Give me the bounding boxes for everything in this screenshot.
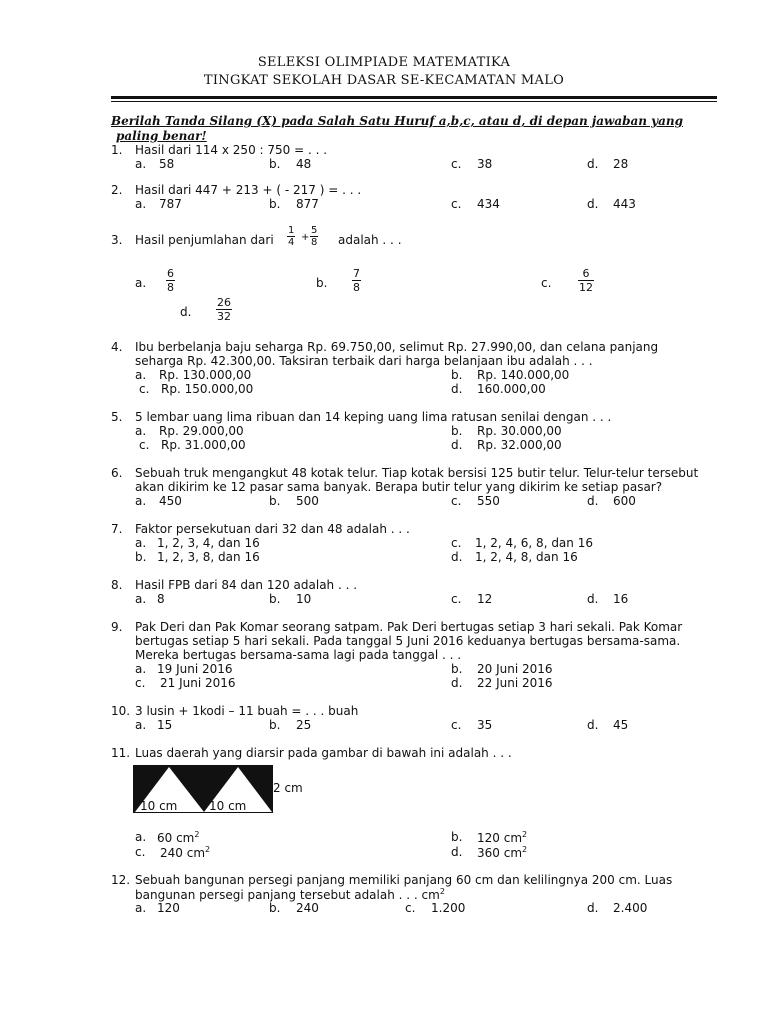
- option-letter: b.: [269, 718, 281, 732]
- unit-exponent: 2: [194, 830, 200, 839]
- fraction-numerator: 5: [311, 225, 318, 236]
- option-b[interactable]: 877: [296, 197, 319, 211]
- option-d[interactable]: 1, 2, 4, 8, dan 16: [475, 550, 578, 564]
- option-letter: d.: [587, 494, 599, 508]
- question-text-line1: Sebuah truk mengangkut 48 kotak telur. Tiap kotak bersisi 125 butir telur. Telur-telur tersebut: [135, 466, 699, 480]
- option-letter: a.: [135, 662, 147, 676]
- option-letter: c.: [135, 676, 146, 690]
- option-letter: c.: [139, 382, 150, 396]
- option-letter: a.: [135, 197, 147, 211]
- question-number: 5.: [111, 410, 123, 424]
- question-text-line2: [135, 887, 445, 902]
- question-text: Hasil dari 114 x 250 : 750 = . . .: [135, 143, 328, 157]
- question-text-line1: Ibu berbelanja baju seharga Rp. 69.750,00, selimut Rp. 27.990,00, dan celana panjang: [135, 340, 659, 354]
- unit-exponent: 2: [522, 830, 528, 839]
- question-text-line2: akan dikirim ke 12 pasar sama banyak. Berapa butir telur yang dikirim ke setiap pasar?: [135, 480, 663, 494]
- option-c[interactable]: 38: [477, 157, 493, 171]
- plus-sign: +: [301, 232, 310, 243]
- option-letter: b.: [269, 901, 281, 915]
- option-a[interactable]: 1, 2, 3, 4, dan 16: [157, 536, 260, 550]
- option-letter: a.: [135, 424, 147, 438]
- question-text-line1: Sebuah bangunan persegi panjang memiliki panjang 60 cm dan kelilingnya 200 cm. Luas: [135, 873, 673, 887]
- fraction-one-quarter: [287, 225, 295, 248]
- fraction-denominator: 8: [353, 281, 360, 294]
- option-letter: a.: [135, 901, 147, 915]
- header-rule-thin: [111, 101, 717, 102]
- option-c[interactable]: Rp. 31.000,00: [161, 438, 246, 452]
- option-letter: b.: [451, 662, 463, 676]
- option-letter: d.: [587, 592, 599, 606]
- option-letter: c.: [405, 901, 416, 915]
- question-number: 8.: [111, 578, 123, 592]
- fraction-numerator: 6: [167, 267, 174, 280]
- option-letter: c.: [451, 592, 462, 606]
- option-letter: d.: [451, 550, 463, 564]
- option-letter: a.: [135, 368, 147, 382]
- option-letter: b.: [135, 550, 147, 564]
- option-d[interactable]: 443: [613, 197, 636, 211]
- option-b[interactable]: Rp. 140.000,00: [477, 368, 570, 382]
- question-suffix: adalah . . .: [338, 233, 402, 247]
- option-c[interactable]: 21 Juni 2016: [160, 676, 236, 690]
- fraction-numerator: 6: [582, 267, 590, 280]
- option-b[interactable]: 25: [296, 718, 312, 732]
- option-letter: d.: [587, 197, 599, 211]
- option-letter: b.: [451, 424, 463, 438]
- option-letter: a.: [135, 494, 147, 508]
- option-a[interactable]: Rp. 29.000,00: [159, 424, 244, 438]
- option-letter: c.: [541, 276, 552, 290]
- option-letter: b.: [316, 276, 328, 290]
- question-text-line2: seharga Rp. 42.300,00. Taksiran terbaik dari harga belanjaan ibu adalah . . .: [135, 354, 593, 368]
- option-letter: b.: [269, 494, 281, 508]
- header-rule-thick: [111, 96, 717, 99]
- question-text: Luas daerah yang diarsir pada gambar di bawah ini adalah . . .: [135, 746, 512, 760]
- option-letter: d.: [451, 438, 463, 452]
- question-text-line3: Mereka bertugas bersama-sama lagi pada tanggal . . .: [135, 648, 462, 662]
- option-letter: d.: [451, 382, 463, 396]
- option-letter: a.: [135, 276, 147, 290]
- option-c[interactable]: 12: [477, 592, 493, 606]
- option-d[interactable]: 600: [613, 494, 636, 508]
- option-a[interactable]: 450: [159, 494, 182, 508]
- option-d[interactable]: 22 Juni 2016: [477, 676, 553, 690]
- question-text-line2: bertugas setiap 5 hari sekali. Pada tanggal 5 Juni 2016 keduanya bertugas bersama-sama.: [135, 634, 681, 648]
- option-value: 360 cm: [477, 846, 523, 860]
- question-number: 1.: [111, 143, 123, 157]
- option-b[interactable]: [352, 267, 361, 294]
- unit-exponent: 2: [205, 845, 211, 854]
- option-b[interactable]: [477, 830, 527, 845]
- option-a[interactable]: 19 Juni 2016: [157, 662, 233, 676]
- fraction-denominator: 4: [288, 237, 295, 248]
- question-text: Hasil penjumlahan dari: [135, 233, 274, 247]
- option-letter: c.: [139, 438, 150, 452]
- exam-subtitle: TINGKAT SEKOLAH DASAR SE-KECAMATAN MALO: [203, 73, 565, 88]
- option-value: 120 cm: [477, 831, 523, 845]
- option-letter: a.: [135, 536, 147, 550]
- question-number: 6.: [111, 466, 123, 480]
- option-d[interactable]: 160.000,00: [477, 382, 546, 396]
- fraction-numerator: 1: [288, 225, 295, 236]
- option-letter: c.: [451, 157, 462, 171]
- instruction-line1: Berilah Tanda Silang (X) pada Salah Satu Huruf a,b,c, atau d, di depan jawaban yang: [111, 114, 684, 128]
- option-a[interactable]: [166, 267, 175, 294]
- unit-exponent: 2: [522, 845, 528, 854]
- option-d[interactable]: [216, 296, 232, 323]
- option-letter: d.: [587, 718, 599, 732]
- option-letter: b.: [269, 197, 281, 211]
- question-number: 10.: [111, 704, 131, 718]
- option-a[interactable]: 8: [157, 592, 165, 606]
- option-b[interactable]: 240: [296, 901, 319, 915]
- option-letter: c.: [451, 197, 462, 211]
- option-c[interactable]: 550: [477, 494, 500, 508]
- option-letter: b.: [269, 592, 281, 606]
- question-text-line2-body: bangunan persegi panjang tersebut adalah . . . cm: [135, 888, 440, 902]
- option-letter: c.: [451, 718, 462, 732]
- option-c[interactable]: [160, 845, 210, 860]
- option-d[interactable]: 16: [613, 592, 629, 606]
- option-a[interactable]: 787: [159, 197, 182, 211]
- option-c[interactable]: [578, 267, 594, 294]
- fraction-numerator: 7: [353, 267, 360, 280]
- option-letter: d.: [451, 676, 463, 690]
- option-a[interactable]: Rp. 130.000,00: [159, 368, 252, 382]
- option-value: 240 cm: [160, 846, 206, 860]
- option-letter: a.: [135, 592, 147, 606]
- option-a[interactable]: 120: [157, 901, 180, 915]
- fraction-five-eighths: [310, 225, 318, 248]
- unit-exponent: 2: [439, 887, 445, 896]
- option-d[interactable]: 2.400: [613, 901, 648, 915]
- option-c[interactable]: 1, 2, 4, 6, 8, dan 16: [475, 536, 593, 550]
- option-d[interactable]: [477, 845, 527, 860]
- fraction-denominator: 8: [167, 281, 174, 294]
- exam-title: SELEKSI OLIMPIADE MATEMATIKA: [257, 55, 511, 70]
- fraction-denominator: 12: [579, 281, 593, 294]
- option-letter: b.: [451, 368, 463, 382]
- option-letter: d.: [451, 845, 463, 859]
- option-c[interactable]: 35: [477, 718, 493, 732]
- option-value: 60 cm: [157, 831, 195, 845]
- fraction-denominator: 8: [311, 237, 318, 248]
- question-number: 4.: [111, 340, 123, 354]
- option-letter: a.: [135, 157, 147, 171]
- figure-base-label-right: 10 cm: [209, 799, 247, 813]
- option-c[interactable]: Rp. 150.000,00: [161, 382, 254, 396]
- question-text: Faktor persekutuan dari 32 dan 48 adalah . . .: [135, 522, 410, 536]
- question-text-line1: Pak Deri dan Pak Komar seorang satpam. Pak Deri bertugas setiap 3 hari sekali. Pak Komar: [135, 620, 683, 634]
- option-d[interactable]: Rp. 32.000,00: [477, 438, 562, 452]
- question-number: 3.: [111, 233, 123, 247]
- figure-base-label-left: 10 cm: [140, 799, 178, 813]
- option-d[interactable]: 45: [613, 718, 629, 732]
- question-text: 5 lembar uang lima ribuan dan 14 keping uang lima ratusan senilai dengan . . .: [135, 410, 612, 424]
- question-number: 9.: [111, 620, 123, 634]
- fraction-denominator: 32: [217, 310, 231, 323]
- option-b[interactable]: 20 Juni 2016: [477, 662, 553, 676]
- option-a[interactable]: [157, 830, 199, 845]
- question-text: Hasil FPB dari 84 dan 120 adalah . . .: [135, 578, 358, 592]
- option-b[interactable]: 48: [296, 157, 312, 171]
- figure-height-label: 2 cm: [273, 781, 303, 795]
- question-text: Hasil dari 447 + 213 + ( - 217 ) = . . .: [135, 183, 362, 197]
- option-letter: c.: [451, 494, 462, 508]
- instruction-line2: paling benar!: [116, 129, 207, 143]
- option-letter: a.: [135, 830, 147, 844]
- option-letter: a.: [135, 718, 147, 732]
- option-b[interactable]: 500: [296, 494, 319, 508]
- option-b[interactable]: 10: [296, 592, 312, 606]
- option-letter: d.: [587, 157, 599, 171]
- option-b[interactable]: 1, 2, 3, 8, dan 16: [157, 550, 260, 564]
- option-letter: c.: [451, 536, 462, 550]
- question-number: 7.: [111, 522, 123, 536]
- option-letter: d.: [180, 305, 192, 319]
- option-a[interactable]: 58: [159, 157, 175, 171]
- question-number: 12.: [111, 873, 131, 887]
- question-number: 2.: [111, 183, 123, 197]
- option-a[interactable]: 15: [157, 718, 173, 732]
- option-c[interactable]: 1.200: [431, 901, 466, 915]
- option-b[interactable]: Rp. 30.000,00: [477, 424, 562, 438]
- option-letter: b.: [451, 830, 463, 844]
- option-c[interactable]: 434: [477, 197, 500, 211]
- option-letter: d.: [587, 901, 599, 915]
- option-letter: b.: [269, 157, 281, 171]
- option-letter: c.: [135, 845, 146, 859]
- option-d[interactable]: 28: [613, 157, 629, 171]
- fraction-numerator: 26: [217, 296, 231, 309]
- question-text: 3 lusin + 1kodi – 11 buah = . . . buah: [135, 704, 359, 718]
- question-number: 11.: [111, 746, 131, 760]
